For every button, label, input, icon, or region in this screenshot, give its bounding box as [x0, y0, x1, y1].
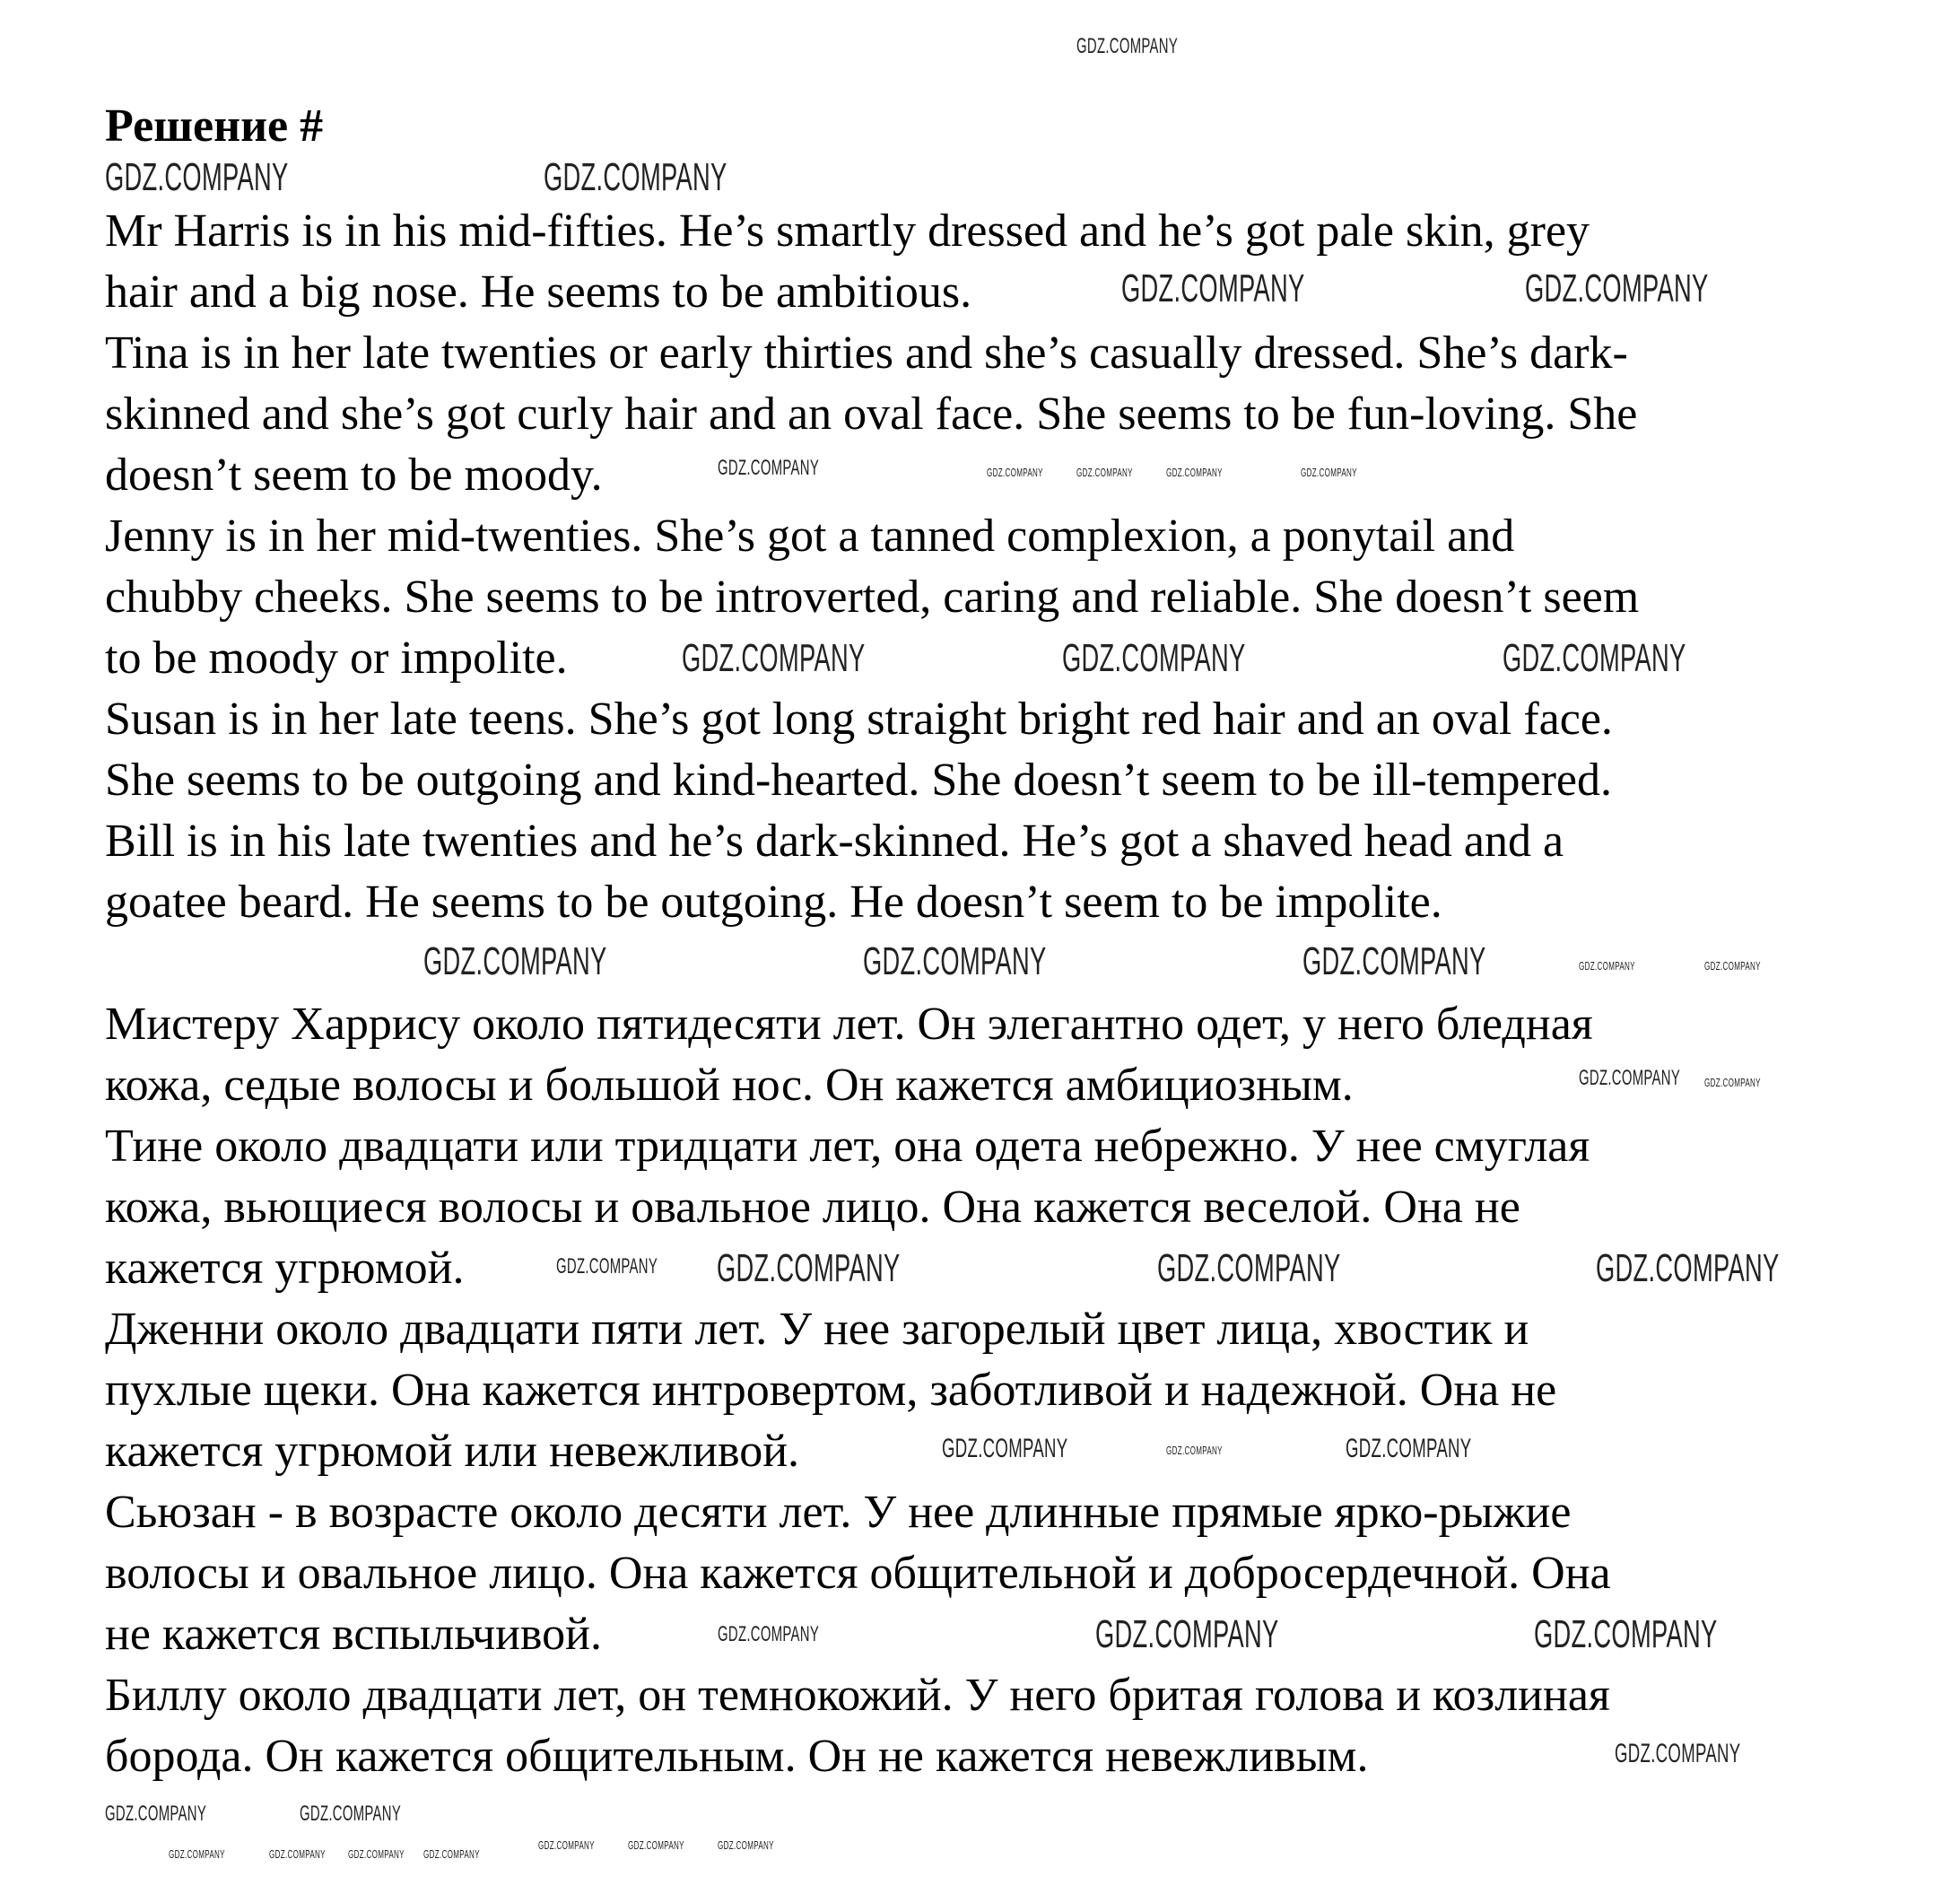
- text-line: Susan is in her late teens. She’s got long straight bright red hair and an oval face.: [105, 694, 1613, 745]
- watermark: GDZ.COMPANY: [348, 1847, 405, 1861]
- watermark: GDZ.COMPANY: [1534, 1612, 1718, 1656]
- text-line: to be moody or impolite.: [105, 633, 568, 684]
- watermark: GDZ.COMPANY: [1346, 1434, 1472, 1463]
- watermark: GDZ.COMPANY: [105, 1802, 207, 1826]
- watermark: GDZ.COMPANY: [1166, 466, 1223, 479]
- watermark: GDZ.COMPANY: [1166, 1444, 1223, 1457]
- text-line: борода. Он кажется общительным. Он не кажется невежливым.: [105, 1731, 1369, 1782]
- english-text: [105, 201, 1899, 933]
- text-line: Mr Harris is in his mid-fifties. He’s smartly dressed and he’s got pale skin, grey: [105, 205, 1590, 257]
- watermark: GDZ.COMPANY: [1121, 266, 1305, 310]
- watermark: GDZ.COMPANY: [1579, 1066, 1681, 1090]
- watermark: GDZ.COMPANY: [423, 939, 607, 983]
- watermark: GDZ.COMPANY: [300, 1802, 402, 1826]
- watermark: GDZ.COMPANY: [1076, 34, 1179, 58]
- text-line: кожа, седые волосы и большой нос. Он кажется амбициозным.: [105, 1060, 1354, 1111]
- watermark: GDZ.COMPANY: [717, 1246, 901, 1290]
- watermark: GDZ.COMPANY: [987, 466, 1043, 479]
- text-line: chubby cheeks. She seems to be introverted, caring and reliable. She doesn’t seem: [105, 572, 1640, 623]
- text-line: Jenny is in her mid-twenties. She’s got a tanned complexion, a ponytail and: [105, 511, 1515, 562]
- watermark: GDZ.COMPANY: [1525, 266, 1709, 310]
- text-line: hair and a big nose. He seems to be ambitious.: [105, 266, 972, 318]
- watermark: GDZ.COMPANY: [682, 636, 866, 680]
- text-line: goatee beard. He seems to be outgoing. He doesn’t seem to be impolite.: [105, 877, 1442, 928]
- watermark: GDZ.COMPANY: [942, 1434, 1068, 1463]
- watermark: GDZ.COMPANY: [1157, 1246, 1341, 1290]
- watermark: GDZ.COMPANY: [544, 155, 727, 199]
- text-line: не кажется вспыльчивой.: [105, 1609, 602, 1660]
- watermark: GDZ.COMPANY: [538, 1838, 595, 1852]
- russian-translation: [105, 994, 1899, 1787]
- watermark: GDZ.COMPANY: [1615, 1739, 1741, 1768]
- watermark: GDZ.COMPANY: [1503, 636, 1686, 680]
- text-line: Тине около двадцати или тридцати лет, она одета небрежно. У нее смуглая: [105, 1121, 1590, 1172]
- watermark: GDZ.COMPANY: [1704, 959, 1761, 973]
- text-line: волосы и овальное лицо. Она кажется общительной и добросердечной. Она: [105, 1548, 1611, 1599]
- watermark: GDZ.COMPANY: [1076, 466, 1133, 479]
- watermark: GDZ.COMPANY: [718, 1838, 774, 1852]
- watermark: GDZ.COMPANY: [718, 456, 820, 480]
- watermark: GDZ.COMPANY: [628, 1838, 684, 1852]
- text-line: Tina is in her late twenties or early thirties and she’s casually dressed. She’s dark-: [105, 327, 1628, 379]
- text-line: She seems to be outgoing and kind-hearted. She doesn’t seem to be ill-tempered.: [105, 755, 1612, 806]
- watermark: GDZ.COMPANY: [1579, 959, 1635, 973]
- text-line: кажется угрюмой или невежливой.: [105, 1426, 800, 1477]
- text-line: Биллу около двадцати лет, он темнокожий. У него бритая голова и козлиная: [105, 1670, 1610, 1721]
- watermark: GDZ.COMPANY: [105, 155, 289, 199]
- watermark: GDZ.COMPANY: [863, 939, 1047, 983]
- watermark: GDZ.COMPANY: [556, 1254, 658, 1278]
- watermark: GDZ.COMPANY: [1301, 466, 1357, 479]
- watermark: GDZ.COMPANY: [423, 1847, 480, 1861]
- text-line: Мистеру Харрису около пятидесяти лет. Он элегантно одет, у него бледная: [105, 999, 1593, 1050]
- text-line: Дженни около двадцати пяти лет. У нее загорелый цвет лица, хвостик и: [105, 1304, 1529, 1355]
- watermark: GDZ.COMPANY: [718, 1622, 820, 1646]
- text-line: пухлые щеки. Она кажется интровертом, заботливой и надежной. Она не: [105, 1365, 1557, 1416]
- watermark: GDZ.COMPANY: [269, 1847, 326, 1861]
- watermark: GDZ.COMPANY: [1704, 1076, 1761, 1089]
- watermark: GDZ.COMPANY: [169, 1847, 225, 1861]
- text-line: кажется угрюмой.: [105, 1243, 465, 1294]
- page-title: Решение #: [105, 100, 324, 152]
- text-line: кожа, вьющиеся волосы и овальное лицо. Она кажется веселой. Она не: [105, 1182, 1520, 1233]
- text-line: doesn’t seem to be moody.: [105, 449, 603, 501]
- watermark: GDZ.COMPANY: [1062, 636, 1246, 680]
- watermark: GDZ.COMPANY: [1596, 1246, 1780, 1290]
- watermark: GDZ.COMPANY: [1302, 939, 1486, 983]
- text-line: Bill is in his late twenties and he’s dark-skinned. He’s got a shaved head and a: [105, 816, 1564, 867]
- watermark: GDZ.COMPANY: [1095, 1612, 1279, 1656]
- text-line: skinned and she’s got curly hair and an oval face. She seems to be fun-loving. She: [105, 388, 1638, 440]
- text-line: Сьюзан - в возрасте около десяти лет. У нее длинные прямые ярко-рыжие: [105, 1487, 1572, 1538]
